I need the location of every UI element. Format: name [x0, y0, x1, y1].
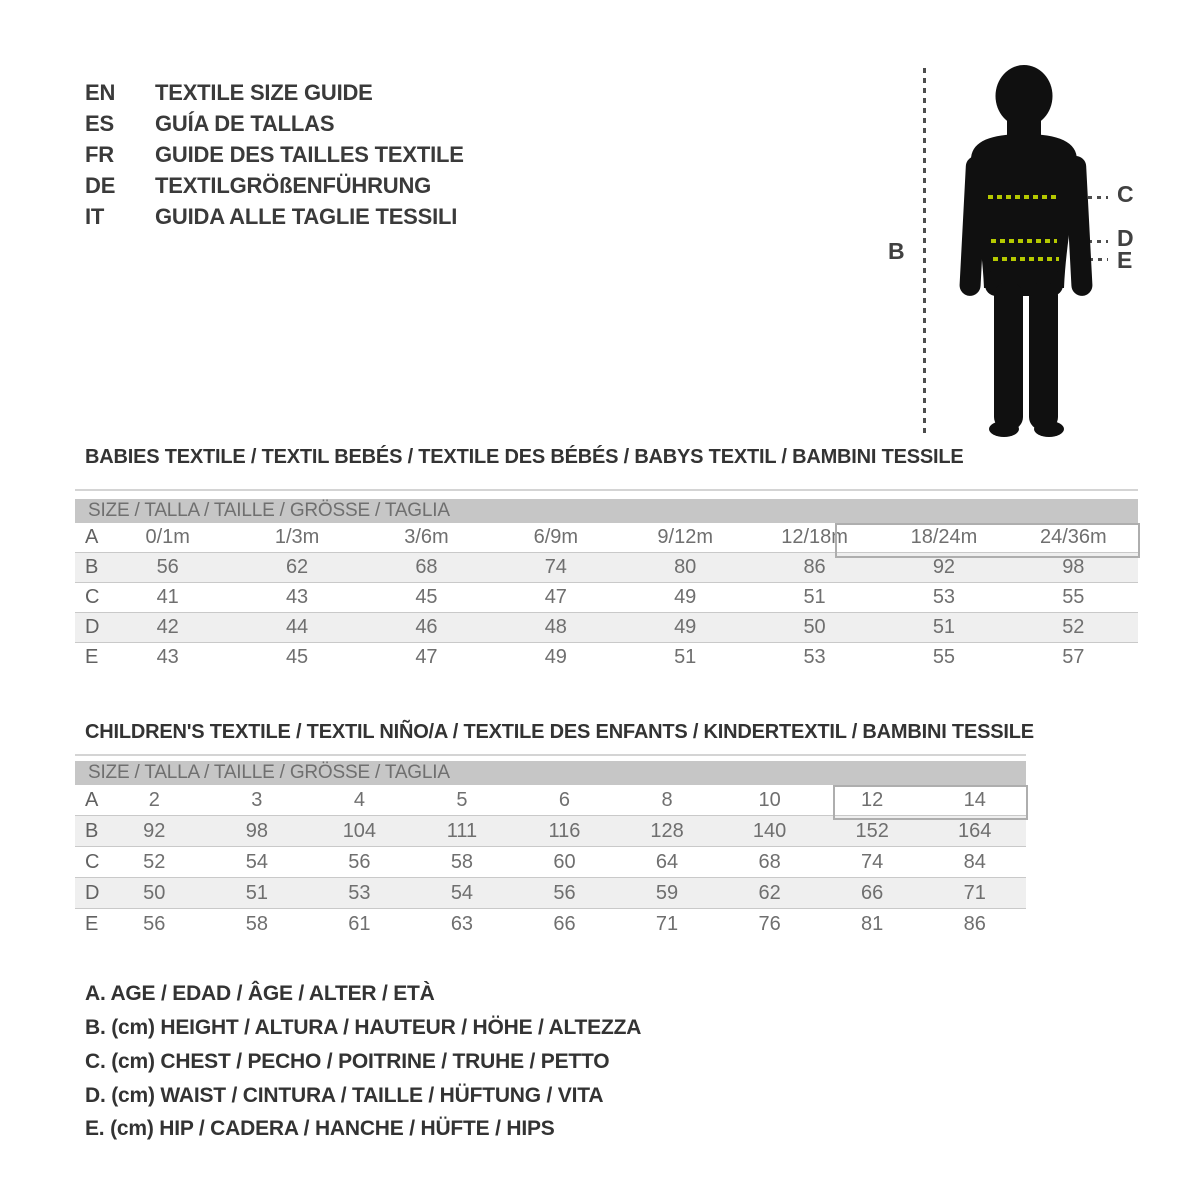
- size-cell: 71: [963, 881, 986, 904]
- size-header-band: SIZE / TALLA / TAILLE / GRÖSSE / TAGLIA: [75, 761, 1026, 785]
- size-cell: 49: [544, 646, 567, 668]
- size-cell: 54: [450, 881, 474, 904]
- size-cell: 9/12m: [657, 526, 713, 548]
- size-cell: 66: [861, 881, 884, 904]
- size-cell: 68: [758, 850, 781, 873]
- measure-label-waist: D: [1117, 225, 1134, 251]
- size-cell: 6: [558, 788, 571, 811]
- size-cell: 111: [446, 819, 478, 842]
- size-cell: 18/24m: [910, 526, 978, 548]
- measure-label-chest: C: [1117, 181, 1134, 207]
- size-cell: 55: [932, 646, 956, 668]
- size-cell: 71: [655, 912, 679, 935]
- size-cell: 56: [143, 912, 166, 935]
- size-cell: 2: [148, 788, 160, 811]
- size-cell: 68: [415, 556, 438, 578]
- size-cell: 52: [1062, 616, 1085, 638]
- table-row-c: [75, 846, 1026, 877]
- size-cell: 12/18m: [781, 526, 848, 548]
- size-cell: 51: [803, 586, 826, 608]
- size-cell: 81: [861, 912, 884, 935]
- size-cell: 53: [932, 586, 956, 608]
- size-cell: 98: [245, 819, 268, 842]
- size-cell: 56: [348, 850, 371, 873]
- language-code: IT: [85, 204, 105, 229]
- size-cell: 43: [156, 646, 179, 668]
- size-cell: 47: [544, 586, 567, 608]
- size-cell: 86: [803, 556, 826, 578]
- size-cell: 12: [861, 788, 884, 811]
- row-label-cell: B: [85, 819, 99, 842]
- language-title: GUIDE DES TAILLES TEXTILE: [155, 142, 464, 167]
- size-cell: 55: [1062, 586, 1085, 608]
- language-row-de: [85, 173, 431, 199]
- size-cell: 14: [963, 788, 986, 811]
- size-cell: 52: [143, 850, 166, 873]
- size-cell: 140: [752, 819, 787, 842]
- child-silhouette-icon: [943, 58, 1109, 438]
- waist-measure-line: [991, 239, 1057, 243]
- size-cell: 84: [963, 850, 986, 873]
- size-cell: 10: [758, 788, 781, 811]
- legend-line-hip: E. (cm) HIP / CADERA / HANCHE / HÜFTE / HIPS: [85, 1117, 555, 1140]
- size-cell: 92: [932, 556, 956, 578]
- size-cell: 86: [963, 912, 986, 935]
- size-cell: 56: [553, 881, 576, 904]
- size-cell: 3/6m: [404, 526, 449, 548]
- chest-measure-line: [988, 195, 1056, 199]
- legend-line-height: B. (cm) HEIGHT / ALTURA / HAUTEUR / HÖHE / ALTEZZA: [85, 1016, 642, 1039]
- size-cell: 92: [143, 819, 166, 842]
- language-code: DE: [85, 173, 116, 198]
- size-cell: 50: [803, 616, 826, 638]
- row-label-cell: C: [85, 850, 100, 873]
- legend-line-waist: D. (cm) WAIST / CINTURA / TAILLE / HÜFTUNG / VITA: [85, 1084, 604, 1107]
- size-cell: 48: [544, 616, 567, 638]
- size-cell: 0/1m: [145, 526, 190, 548]
- size-cell: 50: [143, 881, 166, 904]
- size-cell: 66: [553, 912, 576, 935]
- size-cell: 74: [544, 556, 567, 578]
- language-row-en: [85, 80, 373, 106]
- language-code: EN: [85, 80, 116, 105]
- babies-section-title: BABIES TEXTILE / TEXTIL BEBÉS / TEXTILE DES BÉBÉS / BABYS TEXTIL / BAMBINI TESSILE: [85, 446, 964, 468]
- language-title: GUÍA DE TALLAS: [155, 111, 335, 136]
- legend-line-age: A. AGE / EDAD / ÂGE / ALTER / ETÀ: [85, 982, 435, 1005]
- language-row-it: [85, 204, 457, 230]
- size-cell: 5: [456, 788, 468, 811]
- language-code: ES: [85, 111, 114, 136]
- row-label-cell: A: [85, 526, 99, 548]
- size-cell: 49: [674, 586, 697, 608]
- size-cell: 44: [285, 616, 309, 638]
- size-cell: 43: [285, 586, 309, 608]
- size-cell: 152: [855, 819, 889, 842]
- size-cell: 116: [548, 819, 581, 842]
- legend-line-chest: C. (cm) CHEST / PECHO / POITRINE / TRUHE / PETTO: [85, 1050, 610, 1073]
- size-cell: 63: [450, 912, 474, 935]
- table-top-rule: [75, 489, 1138, 491]
- size-cell: 60: [553, 850, 576, 873]
- language-title: TEXTILGRÖßENFÜHRUNG: [155, 173, 432, 198]
- height-measure-line: [923, 68, 926, 433]
- measure-label-hip: E: [1117, 247, 1133, 273]
- size-cell: 6/9m: [533, 526, 579, 548]
- size-cell: 98: [1062, 556, 1085, 578]
- row-label-cell: E: [85, 646, 99, 668]
- row-label-cell: A: [85, 788, 99, 811]
- size-cell: 45: [415, 586, 438, 608]
- size-cell: 54: [245, 850, 268, 873]
- size-cell: 3: [251, 788, 263, 811]
- size-cell: 41: [156, 586, 179, 608]
- language-row-es: [85, 111, 334, 137]
- size-cell: 59: [655, 881, 679, 904]
- language-row-fr: [85, 142, 464, 168]
- size-cell: 51: [674, 646, 697, 668]
- size-cell: 56: [156, 556, 179, 578]
- size-cell: 62: [758, 881, 781, 904]
- row-label-cell: D: [85, 616, 100, 638]
- size-cell: 58: [245, 912, 268, 935]
- size-cell: 61: [348, 912, 371, 935]
- size-cell: 45: [285, 646, 309, 668]
- size-cell: 49: [674, 616, 697, 638]
- table-top-rule: [75, 754, 1026, 756]
- children-size-highlight-box: [833, 785, 1028, 820]
- size-cell: 64: [655, 850, 679, 873]
- language-title: TEXTILE SIZE GUIDE: [155, 80, 373, 105]
- size-cell: 51: [245, 881, 268, 904]
- children-section-title: CHILDREN'S TEXTILE / TEXTIL NIÑO/A / TEXTILE DES ENFANTS / KINDERTEXTIL / BAMBINI TESSILE: [85, 721, 1034, 743]
- table-row-e: [75, 642, 1138, 672]
- size-cell: 164: [958, 819, 992, 842]
- row-label-cell: B: [85, 556, 99, 578]
- row-label-cell: C: [85, 586, 100, 608]
- table-row-d: [75, 612, 1138, 642]
- hip-measure-line: [993, 257, 1059, 261]
- size-cell: 104: [342, 819, 377, 842]
- row-label-cell: E: [85, 912, 99, 935]
- table-row-d: [75, 877, 1026, 908]
- size-cell: 1/3m: [274, 526, 320, 548]
- table-row-c: [75, 582, 1138, 612]
- language-title: GUIDA ALLE TAGLIE TESSILI: [155, 204, 458, 229]
- babies-size-highlight-box: [835, 523, 1140, 558]
- size-cell: 58: [450, 850, 474, 873]
- size-cell: 24/36m: [1039, 526, 1107, 548]
- row-label-cell: D: [85, 881, 100, 904]
- size-cell: 42: [156, 616, 179, 638]
- size-cell: 57: [1062, 646, 1085, 668]
- language-code: FR: [85, 142, 114, 167]
- size-cell: 53: [348, 881, 371, 904]
- size-cell: 128: [650, 819, 684, 842]
- size-cell: 46: [415, 616, 438, 638]
- measure-label-height: B: [888, 238, 905, 264]
- size-cell: 53: [803, 646, 826, 668]
- size-cell: 80: [674, 556, 697, 578]
- size-cell: 62: [285, 556, 309, 578]
- size-cell: 74: [861, 850, 884, 873]
- size-cell: 51: [932, 616, 956, 638]
- size-cell: 8: [661, 788, 673, 811]
- table-row-e: [75, 908, 1026, 939]
- size-cell: 4: [353, 788, 365, 811]
- size-cell: 47: [415, 646, 438, 668]
- size-header-band: SIZE / TALLA / TAILLE / GRÖSSE / TAGLIA: [75, 499, 1138, 523]
- size-cell: 76: [758, 912, 781, 935]
